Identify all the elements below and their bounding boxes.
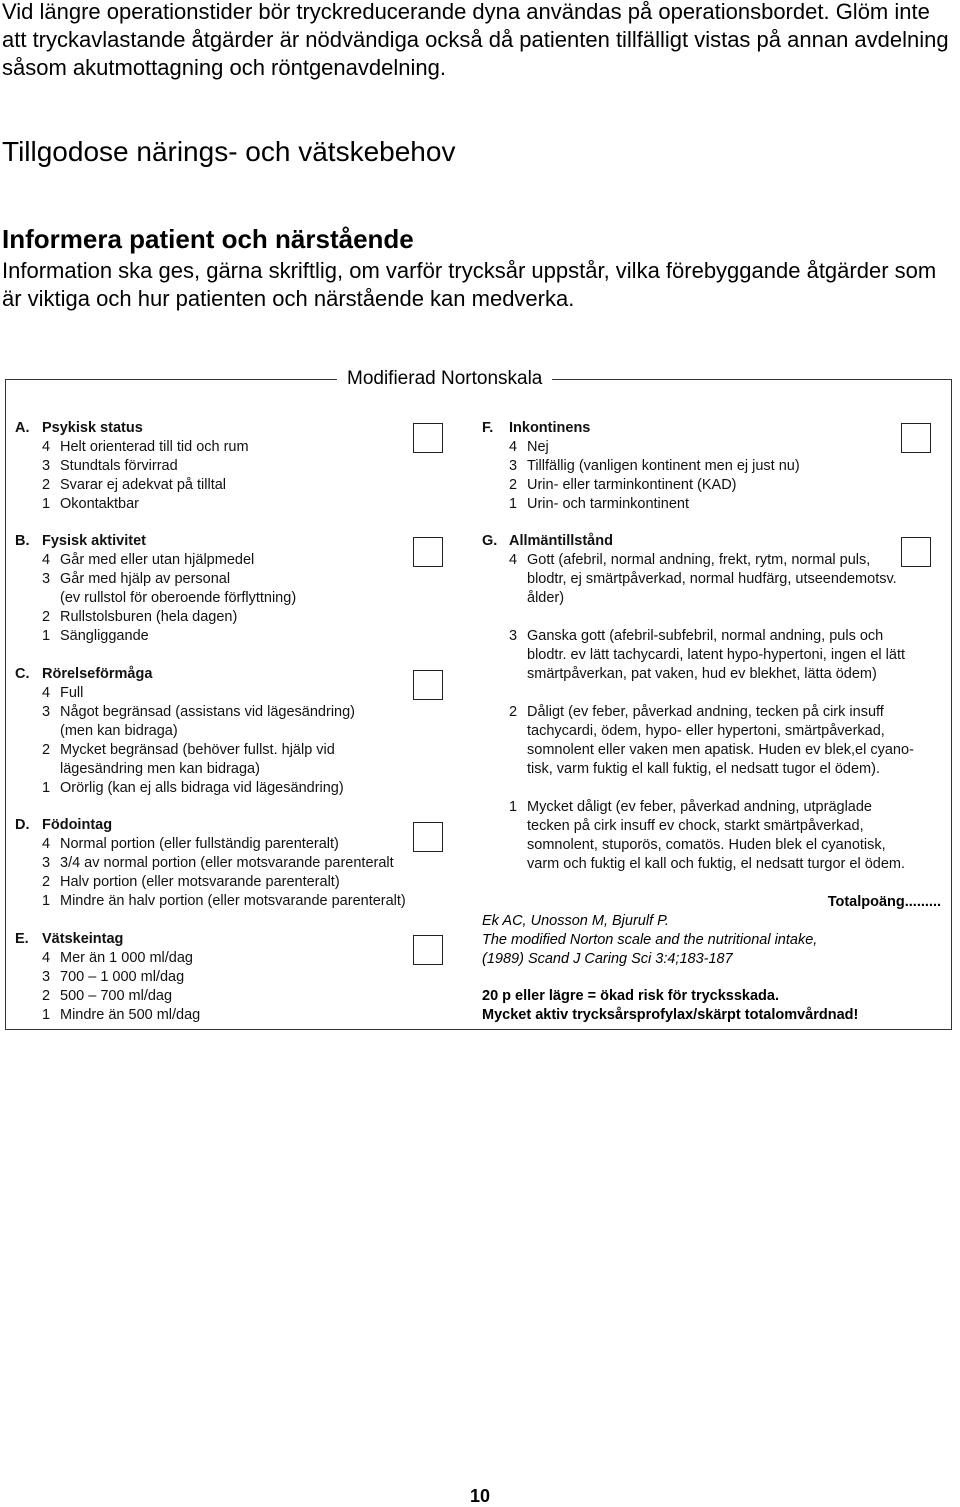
section-letter: C. — [15, 666, 30, 682]
item-text — [60, 608, 415, 627]
item-text-line: Helt orienterad till tid och rum — [60, 439, 249, 455]
item-text-line: Rullstolsburen (hela dagen) — [60, 609, 238, 625]
item-text-line: tachycardi, ödem, hypo- eller hypertoni, smärtpåverkad, — [527, 723, 885, 739]
section-letter: B. — [15, 533, 30, 549]
item-text-line: Orörlig (kan ej alls bidraga vid lägesändring) — [60, 780, 344, 796]
page-number: 10 — [469, 1486, 491, 1506]
item-text — [60, 741, 415, 779]
item-text-line: Halv portion (eller motsvarande parenteralt) — [60, 874, 340, 890]
item-text-line: varm och fuktig el kall och fuktig, el nedsatt turgor el ödem. — [527, 856, 905, 872]
item-score: 4 — [42, 950, 51, 966]
scale-item — [15, 570, 415, 608]
item-text — [60, 438, 415, 457]
total-score-label: Totalpoäng......... — [827, 894, 941, 910]
reference-citation — [482, 912, 817, 969]
risk-line: 20 p eller lägre = ökad risk för trycksskada. — [482, 988, 780, 1004]
item-text — [527, 703, 937, 779]
item-text-line: Gott (afebril, normal andning, frekt, rytm, normal puls, — [527, 552, 871, 568]
item-score: 2 — [42, 742, 51, 758]
item-score: 1 — [42, 1007, 51, 1023]
item-text-line: Normal portion (eller fullständig parenteralt) — [60, 836, 339, 852]
item-score: 2 — [509, 477, 518, 493]
inform-paragraph: Information ska ges, gärna skriftlig, om varför trycksår uppstår, vilka förebyggande åtgärder som är viktiga och hur patienten och närstående kan medverka. — [2, 258, 937, 311]
scale-item — [482, 551, 937, 608]
scale-item — [15, 438, 415, 457]
item-text-line: ålder) — [527, 590, 565, 606]
item-text — [527, 457, 902, 476]
norton-scale-title: Modifierad Nortonskala — [337, 366, 552, 392]
item-text — [60, 873, 425, 892]
risk-note — [482, 987, 858, 1025]
scale-item — [15, 703, 415, 741]
item-text — [60, 570, 415, 608]
item-score: 4 — [509, 439, 518, 455]
section-title: Psykisk status — [42, 420, 143, 436]
scale-item — [15, 608, 415, 627]
section-b — [15, 532, 415, 646]
heading-inform-patient: Informera patient och närstående — [2, 224, 414, 254]
item-text-line: Mindre än halv portion (eller motsvarande parenteralt) — [60, 893, 406, 909]
item-text — [60, 968, 415, 987]
item-text — [527, 798, 937, 874]
scale-item — [15, 1006, 415, 1025]
scale-item — [15, 476, 415, 495]
section-title: Fysisk aktivitet — [42, 533, 146, 549]
scale-item — [482, 457, 902, 476]
item-text-line: Går med hjälp av personal — [60, 571, 231, 587]
item-text — [60, 684, 415, 703]
scale-item — [15, 495, 415, 514]
item-text-line: somnolent, stuporös, comatös. Huden blek el cyanotisk, — [527, 837, 886, 853]
item-score: 1 — [42, 496, 51, 512]
item-text-line: Något begränsad (assistans vid lägesändring) — [60, 704, 356, 720]
item-score: 2 — [42, 609, 51, 625]
reference-line: The modified Norton scale and the nutritional intake, — [482, 932, 818, 948]
scale-item — [15, 968, 415, 987]
item-text-line: Mer än 1 000 ml/dag — [60, 950, 193, 966]
item-score: 2 — [509, 704, 518, 720]
item-text — [60, 551, 415, 570]
item-score: 2 — [42, 874, 51, 890]
section-a — [15, 419, 415, 514]
section-letter: G. — [482, 533, 498, 549]
scale-item — [15, 949, 415, 968]
item-text-line: 500 – 700 ml/dag — [60, 988, 173, 1004]
section-letter: D. — [15, 817, 30, 833]
scale-item — [15, 835, 425, 854]
section-g — [482, 532, 937, 874]
item-text — [60, 987, 415, 1006]
item-score: 1 — [42, 780, 51, 796]
item-text — [60, 703, 415, 741]
item-text-line: Sängliggande — [60, 628, 149, 644]
item-spacer — [482, 684, 937, 703]
scale-item — [482, 495, 902, 514]
item-score: 3 — [42, 969, 51, 985]
score-box-a[interactable] — [413, 423, 443, 453]
item-score: 4 — [42, 685, 51, 701]
item-spacer — [482, 779, 937, 798]
item-text — [60, 854, 425, 873]
section-title: Allmäntillstånd — [509, 533, 613, 549]
item-text-line: Dåligt (ev feber, påverkad andning, tecken på cirk insuff — [527, 704, 884, 720]
item-text-line: somnolent eller vaken men apatisk. Huden ev blek,el cyano- — [527, 742, 914, 758]
risk-line: Mycket aktiv trycksårsprofylax/skärpt totalomvårdnad! — [482, 1007, 859, 1023]
item-text-line: (men kan bidraga) — [60, 723, 178, 739]
section-heading — [15, 930, 415, 949]
item-text — [527, 551, 937, 608]
item-score: 3 — [509, 628, 518, 644]
scale-item — [482, 703, 937, 779]
section-heading — [15, 532, 415, 551]
item-text — [60, 495, 415, 514]
intro-paragraph: Vid längre operationstider bör tryckreducerande dyna användas på operationsbordet. Glöm inte att tryckavlastande åtgärder är nödvändiga också då patienten tillfälligt vistas på annan avdelning såsom akutmottagning och röntgenavdelning. — [2, 0, 949, 80]
item-text — [60, 457, 415, 476]
item-text — [60, 1006, 415, 1025]
item-text-line: Mycket begränsad (behöver fullst. hjälp vid — [60, 742, 335, 758]
item-spacer — [482, 608, 937, 627]
score-box-f[interactable] — [901, 423, 931, 453]
item-text — [527, 627, 937, 684]
item-text-line: tecken på cirk insuff ev chock, starkt smärtpåverkad, — [527, 818, 864, 834]
item-score: 2 — [42, 477, 51, 493]
item-text — [60, 892, 425, 911]
item-text-line: tisk, varm fuktig el kall fuktig, el nedsatt tugor el ödem). — [527, 761, 880, 777]
item-score: 4 — [42, 836, 51, 852]
section-title: Rörelseförmåga — [42, 666, 153, 682]
scale-item — [15, 741, 415, 779]
scale-item — [15, 457, 415, 476]
item-text — [60, 949, 415, 968]
section-heading — [15, 419, 415, 438]
scale-item — [15, 627, 415, 646]
section-d — [15, 816, 425, 911]
section-letter: E. — [15, 931, 29, 947]
item-text-line: Nej — [527, 439, 549, 455]
item-score: 1 — [42, 893, 51, 909]
item-text-line: Okontaktbar — [60, 496, 139, 512]
section-e — [15, 930, 415, 1025]
item-text-line: Svarar ej adekvat på tilltal — [60, 477, 227, 493]
section-heading — [15, 816, 425, 835]
reference-line: (1989) Scand J Caring Sci 3:4;183-187 — [482, 951, 733, 967]
section-heading — [482, 419, 902, 438]
item-text — [527, 476, 902, 495]
item-text — [60, 476, 415, 495]
score-box-c[interactable] — [413, 670, 443, 700]
item-text-line: Full — [60, 685, 84, 701]
score-box-d[interactable] — [413, 822, 443, 852]
item-text-line: 700 – 1 000 ml/dag — [60, 969, 185, 985]
item-text-line: Tillfällig (vanligen kontinent men ej just nu) — [527, 458, 800, 474]
item-score: 1 — [42, 628, 51, 644]
scale-item — [482, 476, 902, 495]
item-text-line: Mindre än 500 ml/dag — [60, 1007, 201, 1023]
item-score: 1 — [509, 496, 518, 512]
item-text — [60, 627, 415, 646]
item-text-line: Stundtals förvirrad — [60, 458, 178, 474]
item-score: 1 — [509, 799, 518, 815]
item-score: 4 — [42, 552, 51, 568]
item-score: 3 — [42, 855, 51, 871]
section-c — [15, 665, 415, 798]
item-text — [527, 495, 902, 514]
section-title: Födointag — [42, 817, 113, 833]
item-text-line: Mycket dåligt (ev feber, påverkad andning, utpräglade — [527, 799, 872, 815]
heading-nutrition-fluid: Tillgodose närings- och vätskebehov — [2, 136, 456, 167]
item-score: 3 — [42, 571, 51, 587]
item-score: 4 — [42, 439, 51, 455]
item-text-line: smärtpåverkan, pat vaken, hud ev blekhet, lätta ödem) — [527, 666, 877, 682]
scale-item — [482, 798, 937, 874]
section-heading — [15, 665, 415, 684]
score-box-b[interactable] — [413, 537, 443, 567]
scale-item — [482, 627, 937, 684]
item-score: 3 — [509, 458, 518, 474]
item-text-line: lägesändring men kan bidraga) — [60, 761, 260, 777]
item-text-line: Urin- eller tarminkontinent (KAD) — [527, 477, 737, 493]
item-score: 3 — [42, 704, 51, 720]
scale-item — [15, 892, 425, 911]
item-text — [527, 438, 902, 457]
item-text-line: Ganska gott (afebril-subfebril, normal andning, puls och — [527, 628, 884, 644]
scale-item — [15, 873, 425, 892]
section-f — [482, 419, 902, 514]
scale-item — [482, 438, 902, 457]
reference-line: Ek AC, Unosson M, Bjurulf P. — [482, 913, 669, 929]
scale-item — [15, 854, 425, 873]
item-text-line: (ev rullstol för oberoende förflyttning) — [60, 590, 297, 606]
section-title: Vätskeintag — [42, 931, 124, 947]
scale-item — [15, 987, 415, 1006]
item-score: 2 — [42, 988, 51, 1004]
section-letter: A. — [15, 420, 30, 436]
scale-item — [15, 684, 415, 703]
item-score: 4 — [509, 552, 518, 568]
item-score: 3 — [42, 458, 51, 474]
item-text-line: blodtr, ej smärtpåverkad, normal hudfärg, utseendemotsv. — [527, 571, 897, 587]
item-text-line: 3/4 av normal portion (eller motsvarande parenteralt — [60, 855, 394, 871]
item-text-line: Går med eller utan hjälpmedel — [60, 552, 255, 568]
section-heading — [482, 532, 937, 551]
scale-item — [15, 551, 415, 570]
score-box-g[interactable] — [901, 537, 931, 567]
section-title: Inkontinens — [509, 420, 591, 436]
section-letter: F. — [482, 420, 494, 436]
score-box-e[interactable] — [413, 935, 443, 965]
item-text-line: Urin- och tarminkontinent — [527, 496, 689, 512]
item-text — [60, 835, 425, 854]
scale-item — [15, 779, 415, 798]
item-text-line: blodtr. ev lätt tachycardi, latent hypo-hypertoni, ingen el lätt — [527, 647, 906, 663]
item-text — [60, 779, 415, 798]
